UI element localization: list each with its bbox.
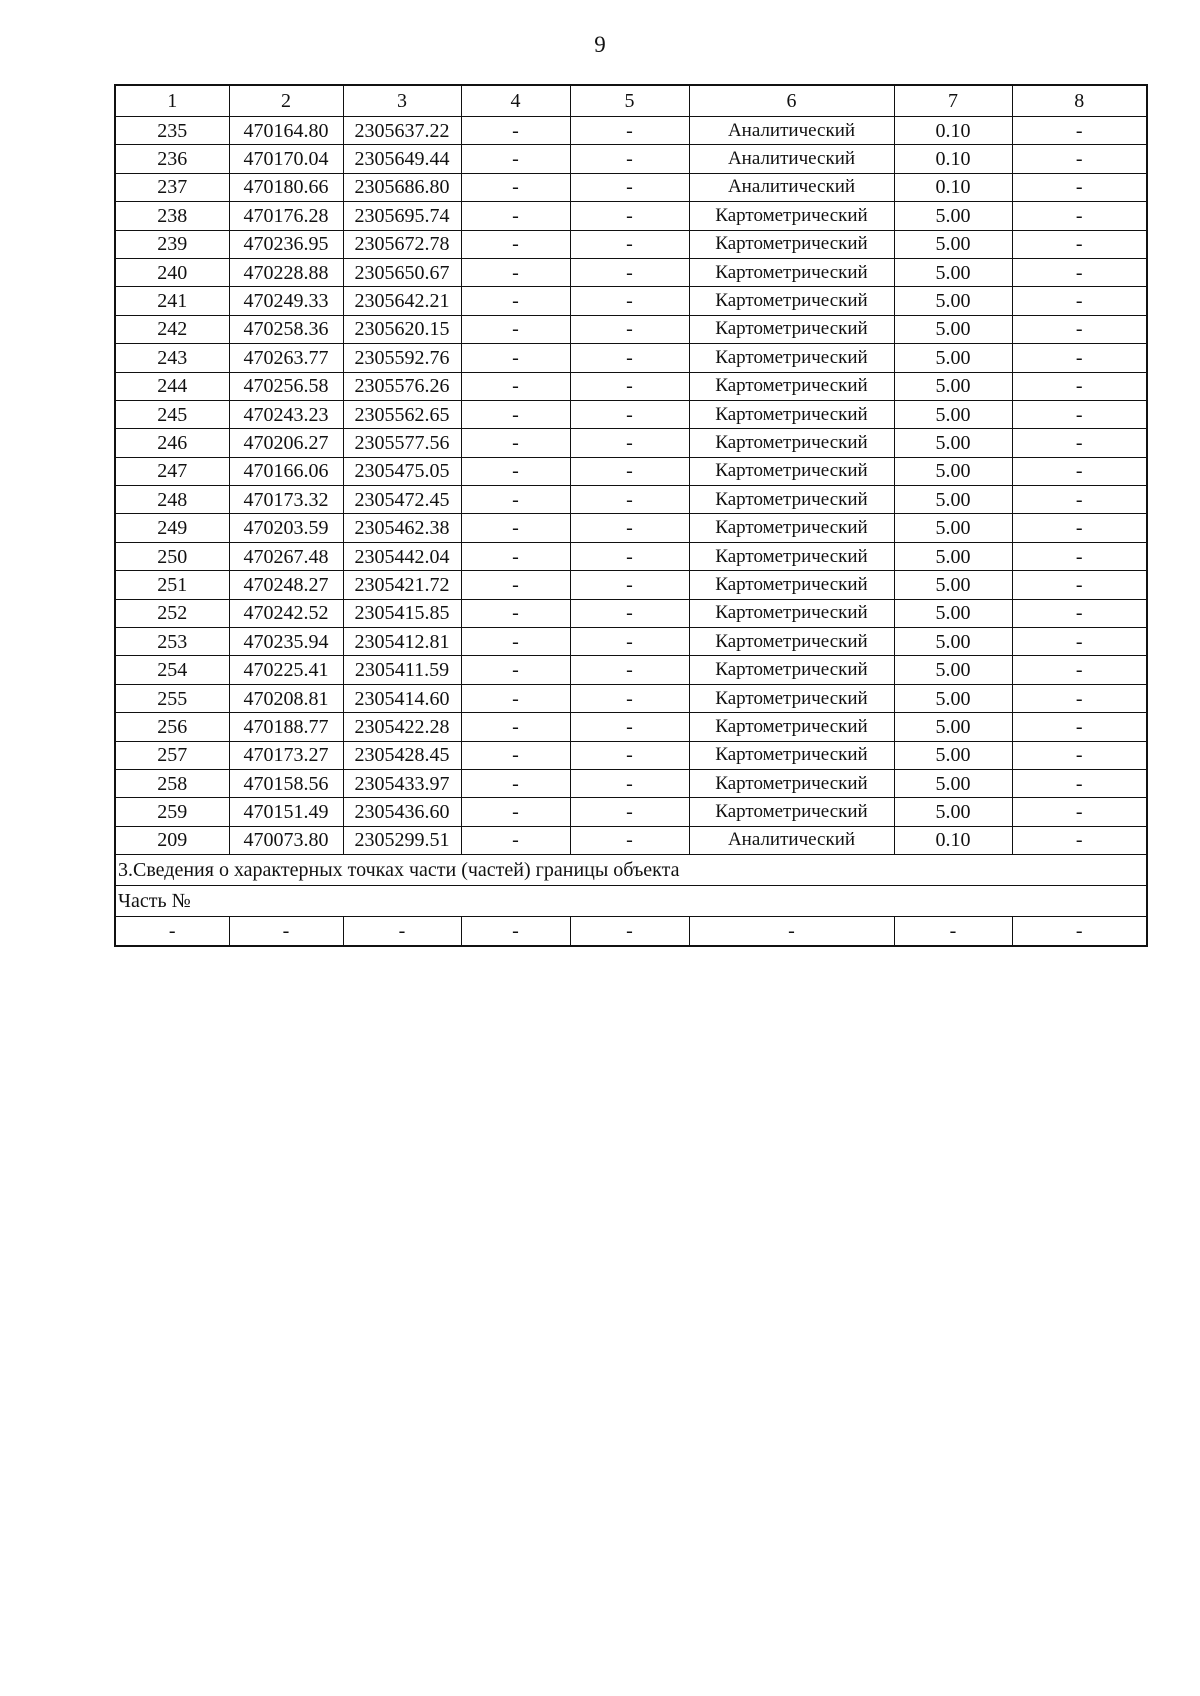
coord-y: 2305433.97	[343, 769, 461, 797]
table-cell: -	[689, 917, 894, 947]
col-5-value: -	[570, 429, 689, 457]
table-row	[115, 202, 1147, 230]
coord-x: 470267.48	[229, 542, 343, 570]
method: Картометрический	[689, 599, 894, 627]
col-8-value: -	[1012, 344, 1147, 372]
col-8-value: -	[1012, 826, 1147, 854]
coord-y: 2305422.28	[343, 713, 461, 741]
col-4-value: -	[461, 258, 570, 286]
col-8-value: -	[1012, 656, 1147, 684]
col-5-value: -	[570, 798, 689, 826]
coord-x: 470263.77	[229, 344, 343, 372]
table-row	[115, 258, 1147, 286]
precision: 0.10	[894, 826, 1012, 854]
method: Картометрический	[689, 713, 894, 741]
point-number: 248	[115, 486, 229, 514]
col-8-value: -	[1012, 599, 1147, 627]
col-4-value: -	[461, 315, 570, 343]
part-label: Часть №	[115, 886, 1147, 917]
point-number: 245	[115, 400, 229, 428]
method: Картометрический	[689, 457, 894, 485]
col-4-value: -	[461, 826, 570, 854]
coord-x: 470173.27	[229, 741, 343, 769]
coord-x: 470173.32	[229, 486, 343, 514]
header-row	[115, 85, 1147, 117]
precision: 5.00	[894, 514, 1012, 542]
precision: 5.00	[894, 656, 1012, 684]
table-row	[115, 117, 1147, 145]
part-empty-row	[115, 917, 1147, 947]
table-row	[115, 173, 1147, 201]
table-cell: -	[1012, 917, 1147, 947]
coord-x: 470166.06	[229, 457, 343, 485]
col-4-value: -	[461, 145, 570, 173]
col-5-value: -	[570, 826, 689, 854]
col-8-value: -	[1012, 628, 1147, 656]
precision: 5.00	[894, 315, 1012, 343]
precision: 5.00	[894, 769, 1012, 797]
col-5-value: -	[570, 571, 689, 599]
precision: 0.10	[894, 145, 1012, 173]
point-number: 258	[115, 769, 229, 797]
col-8-value: -	[1012, 684, 1147, 712]
coord-y: 2305577.56	[343, 429, 461, 457]
col-5-value: -	[570, 628, 689, 656]
precision: 5.00	[894, 429, 1012, 457]
table-row	[115, 798, 1147, 826]
col-8-value: -	[1012, 400, 1147, 428]
precision: 5.00	[894, 571, 1012, 599]
col-5-value: -	[570, 599, 689, 627]
header-cell: 5	[570, 85, 689, 117]
precision: 5.00	[894, 599, 1012, 627]
coord-y: 2305649.44	[343, 145, 461, 173]
coordinates-table	[114, 84, 1148, 947]
precision: 5.00	[894, 202, 1012, 230]
point-number: 209	[115, 826, 229, 854]
method: Картометрический	[689, 486, 894, 514]
method: Аналитический	[689, 173, 894, 201]
col-5-value: -	[570, 656, 689, 684]
point-number: 251	[115, 571, 229, 599]
col-4-value: -	[461, 798, 570, 826]
point-number: 249	[115, 514, 229, 542]
method: Картометрический	[689, 258, 894, 286]
method: Картометрический	[689, 372, 894, 400]
precision: 5.00	[894, 457, 1012, 485]
col-5-value: -	[570, 117, 689, 145]
col-8-value: -	[1012, 457, 1147, 485]
table-row	[115, 230, 1147, 258]
col-8-value: -	[1012, 429, 1147, 457]
coord-x: 470164.80	[229, 117, 343, 145]
col-4-value: -	[461, 486, 570, 514]
col-8-value: -	[1012, 713, 1147, 741]
table-row	[115, 486, 1147, 514]
point-number: 254	[115, 656, 229, 684]
coord-x: 470176.28	[229, 202, 343, 230]
col-5-value: -	[570, 258, 689, 286]
point-number: 239	[115, 230, 229, 258]
coord-y: 2305686.80	[343, 173, 461, 201]
precision: 5.00	[894, 741, 1012, 769]
table-row	[115, 826, 1147, 854]
col-4-value: -	[461, 628, 570, 656]
header-cell: 1	[115, 85, 229, 117]
method: Картометрический	[689, 514, 894, 542]
point-number: 236	[115, 145, 229, 173]
table-row	[115, 514, 1147, 542]
method: Картометрический	[689, 798, 894, 826]
col-8-value: -	[1012, 117, 1147, 145]
precision: 5.00	[894, 542, 1012, 570]
point-number: 250	[115, 542, 229, 570]
page-number: 9	[594, 32, 606, 57]
col-8-value: -	[1012, 258, 1147, 286]
coord-y: 2305562.65	[343, 400, 461, 428]
col-4-value: -	[461, 542, 570, 570]
col-4-value: -	[461, 514, 570, 542]
col-5-value: -	[570, 684, 689, 712]
method: Картометрический	[689, 656, 894, 684]
method: Аналитический	[689, 826, 894, 854]
precision: 5.00	[894, 486, 1012, 514]
col-5-value: -	[570, 457, 689, 485]
precision: 5.00	[894, 230, 1012, 258]
precision: 0.10	[894, 173, 1012, 201]
precision: 5.00	[894, 684, 1012, 712]
coord-y: 2305695.74	[343, 202, 461, 230]
table-row	[115, 315, 1147, 343]
coord-x: 470073.80	[229, 826, 343, 854]
coord-x: 470208.81	[229, 684, 343, 712]
col-4-value: -	[461, 741, 570, 769]
point-number: 235	[115, 117, 229, 145]
method: Картометрический	[689, 571, 894, 599]
table-row	[115, 400, 1147, 428]
col-5-value: -	[570, 202, 689, 230]
table-row	[115, 287, 1147, 315]
table-row	[115, 741, 1147, 769]
section-title: 3.Сведения о характерных точках части (частей) границы объекта	[115, 855, 1147, 886]
col-5-value: -	[570, 514, 689, 542]
method: Картометрический	[689, 684, 894, 712]
coord-x: 470243.23	[229, 400, 343, 428]
point-number: 255	[115, 684, 229, 712]
table-row	[115, 542, 1147, 570]
table-body	[115, 85, 1147, 946]
table-row	[115, 372, 1147, 400]
col-8-value: -	[1012, 230, 1147, 258]
header-cell: 8	[1012, 85, 1147, 117]
col-5-value: -	[570, 145, 689, 173]
point-number: 237	[115, 173, 229, 201]
precision: 5.00	[894, 344, 1012, 372]
method: Картометрический	[689, 542, 894, 570]
table-cell: -	[343, 917, 461, 947]
col-5-value: -	[570, 372, 689, 400]
coord-x: 470188.77	[229, 713, 343, 741]
col-8-value: -	[1012, 571, 1147, 599]
col-8-value: -	[1012, 315, 1147, 343]
table-row	[115, 344, 1147, 372]
point-number: 241	[115, 287, 229, 315]
method: Аналитический	[689, 117, 894, 145]
col-8-value: -	[1012, 145, 1147, 173]
point-number: 243	[115, 344, 229, 372]
coord-x: 470158.56	[229, 769, 343, 797]
coord-x: 470228.88	[229, 258, 343, 286]
col-5-value: -	[570, 400, 689, 428]
coord-x: 470151.49	[229, 798, 343, 826]
table-row	[115, 628, 1147, 656]
method: Картометрический	[689, 202, 894, 230]
coord-y: 2305475.05	[343, 457, 461, 485]
table-cell: -	[229, 917, 343, 947]
coord-y: 2305299.51	[343, 826, 461, 854]
method: Картометрический	[689, 741, 894, 769]
coord-y: 2305637.22	[343, 117, 461, 145]
table-cell: -	[115, 917, 229, 947]
method: Картометрический	[689, 429, 894, 457]
col-4-value: -	[461, 202, 570, 230]
col-8-value: -	[1012, 741, 1147, 769]
coord-x: 470242.52	[229, 599, 343, 627]
table-row	[115, 656, 1147, 684]
header-cell: 7	[894, 85, 1012, 117]
col-5-value: -	[570, 713, 689, 741]
col-4-value: -	[461, 344, 570, 372]
table-row	[115, 571, 1147, 599]
col-4-value: -	[461, 457, 570, 485]
col-4-value: -	[461, 173, 570, 201]
header-cell: 6	[689, 85, 894, 117]
table-row	[115, 713, 1147, 741]
col-5-value: -	[570, 315, 689, 343]
col-5-value: -	[570, 486, 689, 514]
col-5-value: -	[570, 344, 689, 372]
table-row	[115, 684, 1147, 712]
col-5-value: -	[570, 230, 689, 258]
coord-y: 2305650.67	[343, 258, 461, 286]
coord-x: 470249.33	[229, 287, 343, 315]
col-8-value: -	[1012, 769, 1147, 797]
coord-y: 2305672.78	[343, 230, 461, 258]
point-number: 240	[115, 258, 229, 286]
col-4-value: -	[461, 400, 570, 428]
method: Картометрический	[689, 315, 894, 343]
coord-y: 2305462.38	[343, 514, 461, 542]
precision: 0.10	[894, 117, 1012, 145]
col-5-value: -	[570, 173, 689, 201]
col-8-value: -	[1012, 514, 1147, 542]
col-5-value: -	[570, 542, 689, 570]
part-label-row	[115, 886, 1147, 917]
col-5-value: -	[570, 741, 689, 769]
table-cell: -	[461, 917, 570, 947]
col-8-value: -	[1012, 202, 1147, 230]
coord-x: 470203.59	[229, 514, 343, 542]
coord-y: 2305428.45	[343, 741, 461, 769]
col-8-value: -	[1012, 372, 1147, 400]
col-8-value: -	[1012, 486, 1147, 514]
col-4-value: -	[461, 599, 570, 627]
point-number: 253	[115, 628, 229, 656]
col-4-value: -	[461, 230, 570, 258]
method: Аналитический	[689, 145, 894, 173]
col-5-value: -	[570, 769, 689, 797]
point-number: 238	[115, 202, 229, 230]
col-4-value: -	[461, 656, 570, 684]
method: Картометрический	[689, 230, 894, 258]
table-row	[115, 457, 1147, 485]
coord-x: 470236.95	[229, 230, 343, 258]
point-number: 242	[115, 315, 229, 343]
coord-x: 470248.27	[229, 571, 343, 599]
point-number: 257	[115, 741, 229, 769]
precision: 5.00	[894, 713, 1012, 741]
col-8-value: -	[1012, 287, 1147, 315]
method: Картометрический	[689, 400, 894, 428]
coord-x: 470225.41	[229, 656, 343, 684]
col-4-value: -	[461, 571, 570, 599]
col-4-value: -	[461, 684, 570, 712]
method: Картометрический	[689, 287, 894, 315]
header-cell: 2	[229, 85, 343, 117]
point-number: 244	[115, 372, 229, 400]
col-8-value: -	[1012, 798, 1147, 826]
coord-y: 2305421.72	[343, 571, 461, 599]
precision: 5.00	[894, 798, 1012, 826]
coord-y: 2305472.45	[343, 486, 461, 514]
coord-y: 2305592.76	[343, 344, 461, 372]
point-number: 256	[115, 713, 229, 741]
table-row	[115, 599, 1147, 627]
point-number: 246	[115, 429, 229, 457]
coord-y: 2305415.85	[343, 599, 461, 627]
coord-x: 470258.36	[229, 315, 343, 343]
col-4-value: -	[461, 117, 570, 145]
table-row	[115, 769, 1147, 797]
method: Картометрический	[689, 344, 894, 372]
point-number: 247	[115, 457, 229, 485]
precision: 5.00	[894, 287, 1012, 315]
precision: 5.00	[894, 258, 1012, 286]
table-cell: -	[894, 917, 1012, 947]
coord-x: 470256.58	[229, 372, 343, 400]
coord-x: 470235.94	[229, 628, 343, 656]
coord-x: 470180.66	[229, 173, 343, 201]
coord-y: 2305411.59	[343, 656, 461, 684]
table-row	[115, 145, 1147, 173]
coord-y: 2305436.60	[343, 798, 461, 826]
col-4-value: -	[461, 713, 570, 741]
precision: 5.00	[894, 628, 1012, 656]
method: Картометрический	[689, 628, 894, 656]
table-cell: -	[570, 917, 689, 947]
point-number: 259	[115, 798, 229, 826]
coord-y: 2305642.21	[343, 287, 461, 315]
precision: 5.00	[894, 372, 1012, 400]
coord-y: 2305442.04	[343, 542, 461, 570]
method: Картометрический	[689, 769, 894, 797]
col-4-value: -	[461, 429, 570, 457]
col-4-value: -	[461, 769, 570, 797]
col-4-value: -	[461, 287, 570, 315]
table-row	[115, 429, 1147, 457]
header-cell: 4	[461, 85, 570, 117]
col-8-value: -	[1012, 173, 1147, 201]
coord-x: 470170.04	[229, 145, 343, 173]
col-5-value: -	[570, 287, 689, 315]
coord-y: 2305412.81	[343, 628, 461, 656]
header-cell: 3	[343, 85, 461, 117]
coord-y: 2305576.26	[343, 372, 461, 400]
col-4-value: -	[461, 372, 570, 400]
coord-y: 2305414.60	[343, 684, 461, 712]
section-title-row	[115, 855, 1147, 886]
coord-y: 2305620.15	[343, 315, 461, 343]
coord-x: 470206.27	[229, 429, 343, 457]
point-number: 252	[115, 599, 229, 627]
precision: 5.00	[894, 400, 1012, 428]
col-8-value: -	[1012, 542, 1147, 570]
